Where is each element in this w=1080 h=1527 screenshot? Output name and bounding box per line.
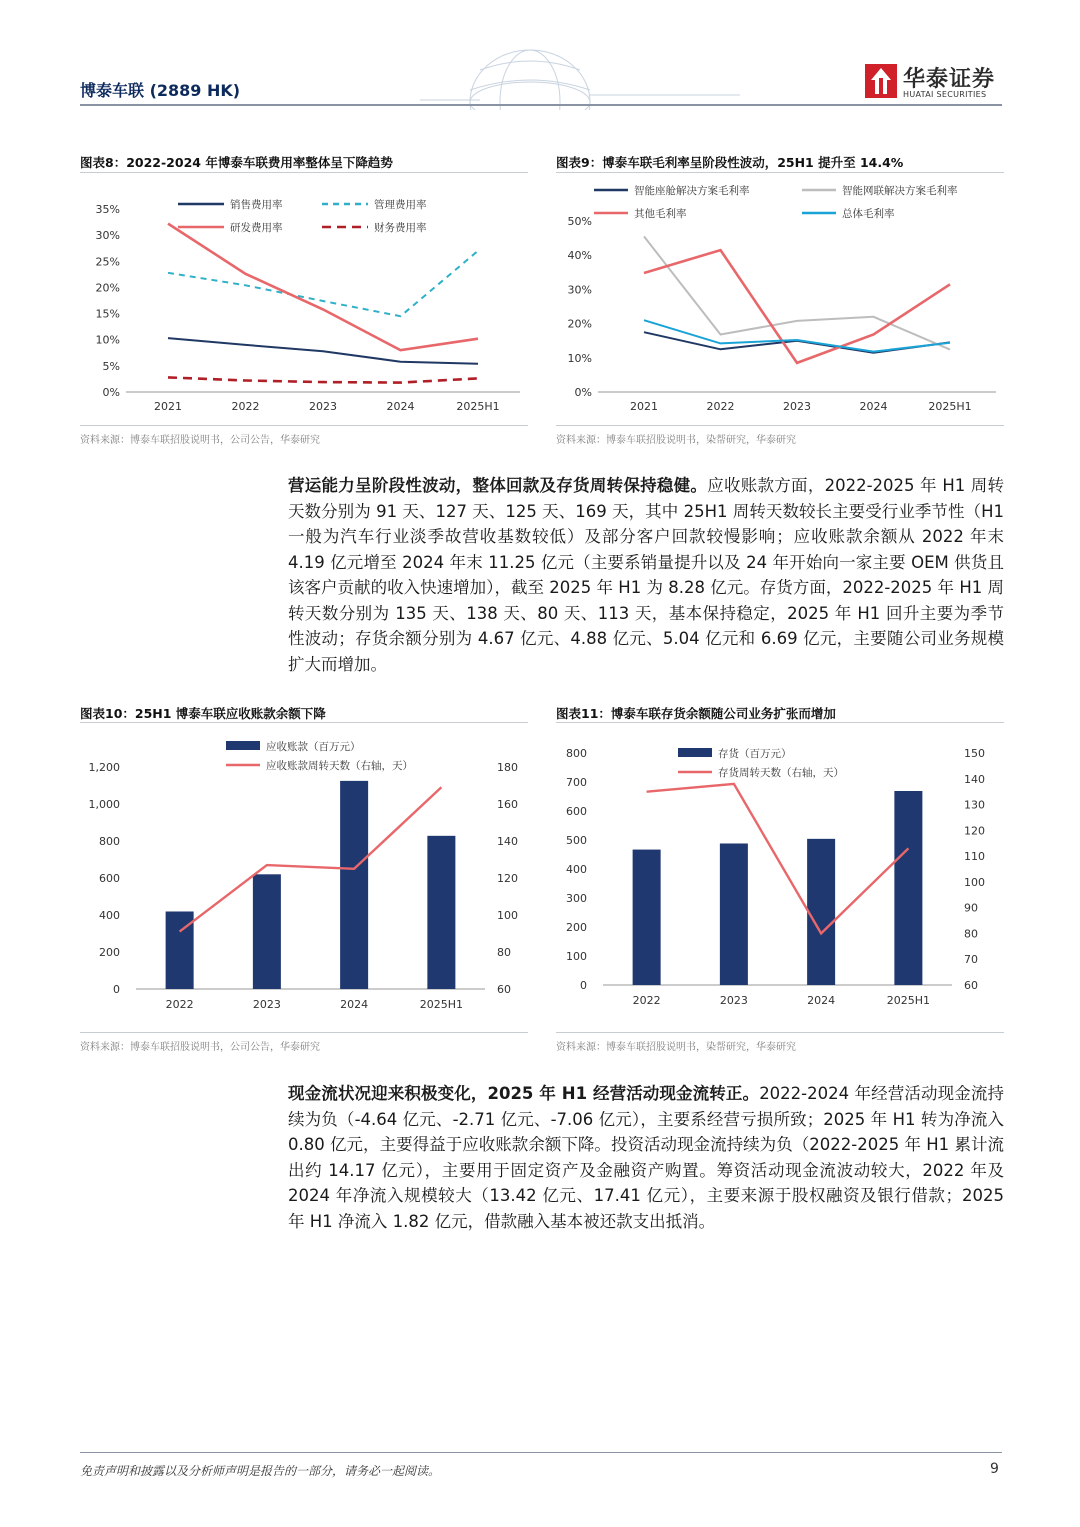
y-tick-label: 15% xyxy=(95,307,120,321)
legend-bar-swatch xyxy=(226,741,260,750)
y-tick-label: 0% xyxy=(102,386,120,399)
legend-line-label: 应收账款周转天数（右轴，天） xyxy=(266,760,413,772)
logo-chinese-name: 华泰证券 xyxy=(903,67,996,92)
legend-label-1: 智能座舱解决方案毛利率 xyxy=(634,185,750,197)
x-tick-label: 2024 xyxy=(386,400,415,413)
bar-2023 xyxy=(253,874,281,989)
y-tick-label: 30% xyxy=(567,283,592,297)
y-tick-label: 20% xyxy=(567,317,592,331)
logo-english-name: HUATAI SECURITIES xyxy=(903,90,987,99)
y-tick-label: 40% xyxy=(567,249,592,263)
x-tick-label: 2024 xyxy=(859,400,888,413)
y-left-tick-label: 300 xyxy=(566,892,587,905)
fig10-chart xyxy=(80,730,530,1020)
y-left-tick-label: 1,200 xyxy=(88,761,120,774)
x-tick-label: 2022 xyxy=(706,400,735,413)
report-header-title: 博泰车联 (2889 HK) xyxy=(80,81,241,100)
globe-decoration xyxy=(420,40,740,110)
y-tick-label: 50% xyxy=(567,215,592,228)
legend-label-2: 智能网联解决方案毛利率 xyxy=(842,185,958,197)
huatai-logo-icon xyxy=(865,64,897,98)
y-right-tick-label: 120 xyxy=(497,872,518,885)
y-tick-label: 35% xyxy=(95,203,120,216)
fig9-bottom-rule xyxy=(556,425,1004,426)
fig9-chart xyxy=(556,176,1006,420)
x-tick-label: 2024 xyxy=(340,998,369,1011)
x-tick-label: 2025H1 xyxy=(419,998,464,1011)
fig8-title-rule xyxy=(80,172,528,173)
y-left-tick-label: 800 xyxy=(566,747,587,760)
y-right-tick-label: 60 xyxy=(497,983,511,996)
legend-label-3: 研发费用率 xyxy=(230,222,283,234)
legend-label-4: 总体毛利率 xyxy=(842,208,895,220)
x-tick-label: 2024 xyxy=(807,994,836,1007)
y-right-tick-label: 110 xyxy=(964,850,985,864)
fig10-source: 资料来源：博泰车联招股说明书，公司公告，华泰研究 xyxy=(80,1042,320,1053)
x-tick-label: 2023 xyxy=(719,994,748,1007)
x-tick-label: 2021 xyxy=(630,400,658,413)
y-right-tick-label: 140 xyxy=(497,835,518,848)
fig9-title-rule xyxy=(556,172,1004,173)
footer-disclaimer: 免责声明和披露以及分析师声明是报告的一部分，请务必一起阅读。 xyxy=(80,1464,441,1478)
x-tick-label: 2025H1 xyxy=(928,400,972,413)
y-right-tick-label: 100 xyxy=(964,875,985,889)
fig10-bottom-rule xyxy=(80,1032,528,1033)
fig8-source: 资料来源：博泰车联招股说明书，公司公告，华泰研究 xyxy=(80,435,320,446)
y-right-tick-label: 120 xyxy=(964,824,985,838)
x-tick-label: 2025H1 xyxy=(456,400,500,413)
y-tick-label: 30% xyxy=(95,229,120,243)
series-line-4 xyxy=(644,320,950,351)
y-right-tick-label: 180 xyxy=(497,761,518,774)
fig8-title: 图表8：2022-2024 年博泰车联费用率整体呈下降趋势 xyxy=(80,155,393,170)
paragraph-operating-capacity-body: 应收账款方面，2022-2025 年 H1 周转天数分别为 91 天、127 天、125 天、169 天，其中 25H1 周转天数较长主要受行业季节性（H1 一般为汽车行业淡季故营收基数较低）及部分客户回款较慢影响；应收账款余额从 2022 年末 4.19 亿元增至 2024 年末 11.25 亿元（主要系销量提升以及 24 年开始向一家主要 OEM 供货且该客户贡献的收入快速增加），截至 2025 年 H1 为 8.28 亿元。存货方面，2022-2025 年 H1 周转天数分别为 135 天、138 天、80 天、113 天，基本保持稳定，2025 年 H1 回升主要为季节性波动；存货余额分别为 4.67 亿元、4.88 亿元、5.04 亿元和 6.69 亿元，主要随公司业务规模扩大而增加。 xyxy=(288,476,1005,674)
fig11-bottom-rule xyxy=(556,1032,1004,1033)
footer-divider xyxy=(80,1452,1002,1453)
y-right-tick-label: 140 xyxy=(964,772,985,786)
legend-label-4: 财务费用率 xyxy=(374,222,427,234)
legend-label-3: 其他毛利率 xyxy=(634,208,687,220)
fig11-title: 图表11：博泰车联存货余额随公司业务扩张而增加 xyxy=(556,706,836,721)
y-tick-label: 20% xyxy=(95,281,120,295)
x-tick-label: 2023 xyxy=(252,998,281,1011)
turnover-days-line xyxy=(647,784,909,934)
bar-2023 xyxy=(720,843,748,985)
huatai-logo xyxy=(865,62,1005,102)
y-right-tick-label: 80 xyxy=(964,927,978,941)
bar-2025H1 xyxy=(427,836,455,989)
fig9-title: 图表9：博泰车联毛利率呈阶段性波动，25H1 提升至 14.4% xyxy=(556,155,904,170)
y-tick-label: 10% xyxy=(95,333,120,347)
page-number: 9 xyxy=(990,1461,999,1477)
series-line-1 xyxy=(168,338,478,364)
y-left-tick-label: 1,000 xyxy=(88,798,120,811)
paragraph-operating-capacity-lead: 营运能力呈阶段性波动，整体回款及存货周转保持稳健。 xyxy=(288,476,708,495)
bar-2025H1 xyxy=(894,791,922,985)
y-tick-label: 0% xyxy=(574,386,592,399)
y-tick-label: 25% xyxy=(95,255,120,269)
y-tick-label: 10% xyxy=(567,351,592,365)
y-left-tick-label: 400 xyxy=(566,863,587,876)
fig10-title: 图表10：25H1 博泰车联应收账款余额下降 xyxy=(80,706,326,721)
x-tick-label: 2023 xyxy=(783,400,811,413)
turnover-days-line xyxy=(180,787,442,931)
bar-2024 xyxy=(340,781,368,989)
series-line-2 xyxy=(168,251,478,316)
series-line-4 xyxy=(168,377,478,382)
y-right-tick-label: 80 xyxy=(497,946,511,959)
legend-label-1: 销售费用率 xyxy=(230,199,283,211)
legend-bar-swatch xyxy=(678,748,712,757)
x-tick-label: 2022 xyxy=(632,994,661,1007)
fig11-title-rule xyxy=(556,722,1004,723)
header-divider xyxy=(80,104,1002,106)
legend-bar-label: 存货（百万元） xyxy=(718,748,792,760)
x-tick-label: 2023 xyxy=(309,400,337,413)
legend-label-2: 管理费用率 xyxy=(374,199,427,211)
fig11-chart xyxy=(556,730,1006,1020)
x-tick-label: 2025H1 xyxy=(886,994,931,1007)
y-right-tick-label: 70 xyxy=(964,953,978,967)
x-tick-label: 2021 xyxy=(154,400,182,413)
fig8-chart xyxy=(80,180,530,420)
y-left-tick-label: 200 xyxy=(566,921,587,934)
bar-2022 xyxy=(633,850,661,985)
y-left-tick-label: 800 xyxy=(99,835,120,848)
y-left-tick-label: 500 xyxy=(566,834,587,847)
fig9-source: 资料来源：博泰车联招股说明书，染帮研究，华泰研究 xyxy=(556,435,796,446)
paragraph-cash-flow xyxy=(288,1081,1004,1234)
y-right-tick-label: 60 xyxy=(964,979,978,992)
x-tick-label: 2022 xyxy=(165,998,194,1011)
y-left-tick-label: 600 xyxy=(566,805,587,818)
bar-2024 xyxy=(807,839,835,985)
legend-bar-label: 应收账款（百万元） xyxy=(266,741,361,753)
y-left-tick-label: 600 xyxy=(99,872,120,885)
fig10-title-rule xyxy=(80,722,528,723)
series-line-1 xyxy=(644,332,950,353)
paragraph-cash-flow-body: 2022-2024 年经营活动现金流持续为负（-4.64 亿元、-2.71 亿元、-7.06 亿元），主要系经营亏损所致；2025 年 H1 转为净流入 0.80 亿元，主要得益于应收账款余额下降。投资活动现金流持续为负（2022-2025 年 H1 累计流出约 14.17 亿元），主要用于固定资产及金融资产购置。筹资活动现金流波动较大，2022 年及 2024 年净流入规模较大（13.42 亿元、17.41 亿元），主要来源于股权融资及银行借款；2025 年 H1 净流入 1.82 亿元，借款融入基本被还款支出抵消。 xyxy=(288,1084,1004,1231)
y-right-tick-label: 90 xyxy=(964,901,978,915)
x-tick-label: 2022 xyxy=(231,400,260,413)
y-right-tick-label: 160 xyxy=(497,798,518,811)
series-line-3 xyxy=(168,224,478,351)
fig11-source: 资料来源：博泰车联招股说明书，染帮研究，华泰研究 xyxy=(556,1042,796,1053)
series-line-2 xyxy=(644,236,950,349)
y-left-tick-label: 400 xyxy=(99,909,120,922)
paragraph-cash-flow-lead: 现金流状况迎来积极变化，2025 年 H1 经营活动现金流转正。 xyxy=(288,1084,760,1103)
y-left-tick-label: 200 xyxy=(99,946,120,959)
y-right-tick-label: 130 xyxy=(964,798,985,812)
y-right-tick-label: 150 xyxy=(964,747,985,760)
fig8-bottom-rule xyxy=(80,425,528,426)
y-left-tick-label: 0 xyxy=(113,983,120,996)
y-left-tick-label: 0 xyxy=(580,979,587,992)
series-line-3 xyxy=(644,250,950,363)
y-left-tick-label: 700 xyxy=(566,776,587,789)
y-tick-label: 5% xyxy=(102,359,120,373)
y-right-tick-label: 100 xyxy=(497,909,518,922)
legend-line-label: 存货周转天数（右轴，天） xyxy=(718,767,844,779)
y-left-tick-label: 100 xyxy=(566,950,587,963)
paragraph-operating-capacity xyxy=(288,473,1004,677)
